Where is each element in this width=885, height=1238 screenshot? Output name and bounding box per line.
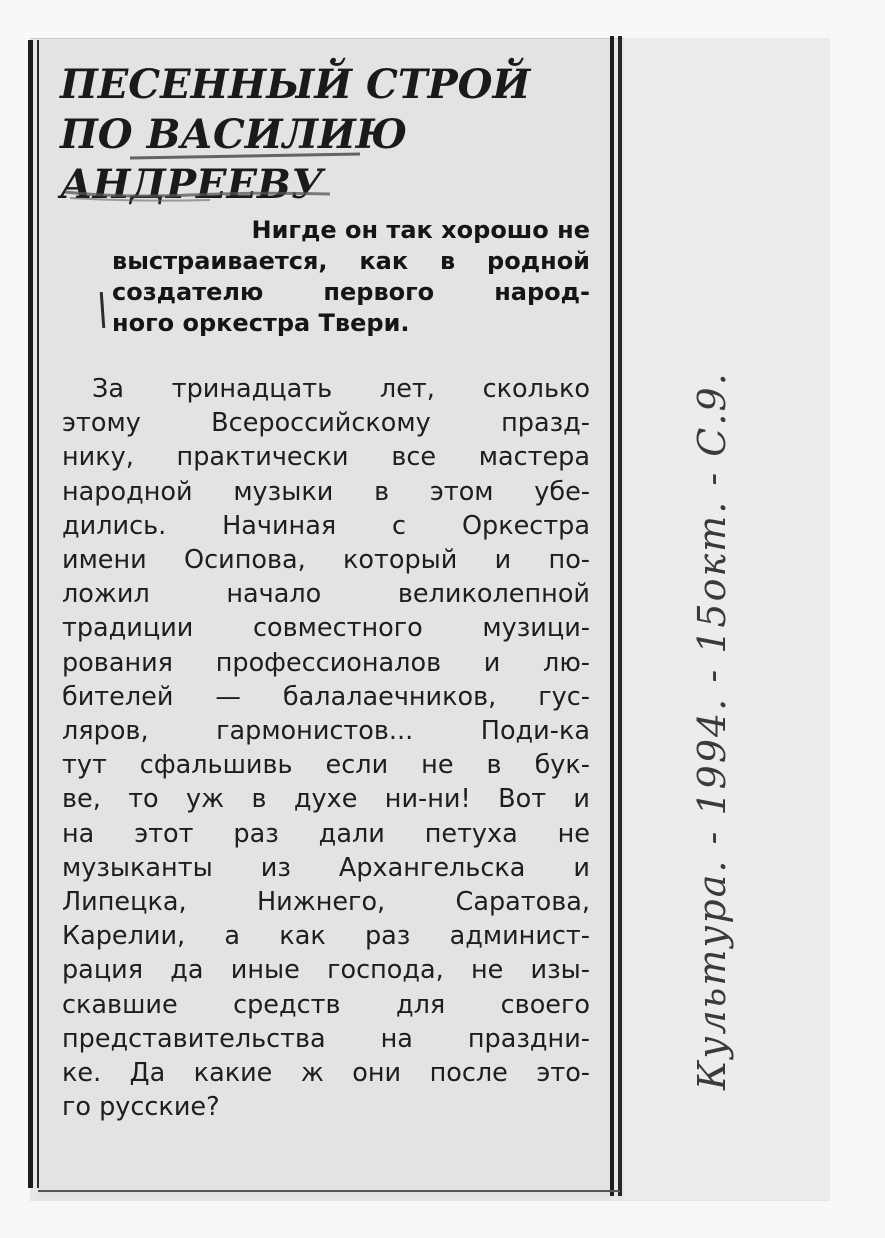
body-line: ке. Да какие ж они после это- <box>62 1058 590 1089</box>
lead-line: создателю первого народ- <box>112 278 590 306</box>
body-line: ляров, гармонистов... Поди-ка <box>62 716 590 747</box>
left-border-rule-thin <box>37 40 39 1188</box>
body-line: рация да иные господа, не изы- <box>62 955 590 986</box>
body-line: скавшие средств для своего <box>62 989 590 1020</box>
body-line: нику, практически все мастера <box>62 442 590 473</box>
body-line: ве, то уж в духе ни-ни! Вот и <box>62 784 590 815</box>
body-line: народной музыки в этом убе- <box>62 476 590 507</box>
body-line: Карелии, а как раз админист- <box>62 921 590 952</box>
body-line: За тринадцать лет, сколько <box>92 374 590 404</box>
lead-line: ного оркестра Твери. <box>112 309 410 337</box>
body-line: ложил начало великолепной <box>62 579 590 610</box>
bottom-border-rule <box>38 1190 620 1192</box>
column-divider-rule <box>610 36 614 1196</box>
left-border-rule <box>28 40 33 1188</box>
headline-line: ПО ВАСИЛИЮ <box>60 111 408 158</box>
handwritten-citation-note: Культура. - 1994. - 15окт. - С.9. <box>690 371 734 1090</box>
body-line: представительства на праздни- <box>62 1023 590 1054</box>
body-line: имени Осипова, который и по- <box>62 545 590 576</box>
article-body <box>62 372 590 1124</box>
body-line: тут сфальшивь если не в бук- <box>62 750 590 781</box>
body-line: на этот раз дали петуха не <box>62 818 590 849</box>
lead-line: Нигде он так хорошо не <box>251 216 590 244</box>
body-line: дились. Начиная с Оркестра <box>62 510 590 541</box>
body-line: традиции совместного музици- <box>62 613 590 644</box>
lead-line: выстраивается, как в родной <box>112 247 590 275</box>
headline-line: ПЕСЕННЫЙ СТРОЙ <box>60 61 531 108</box>
body-line: бителей — балалаечников, гус- <box>62 681 590 712</box>
article-lead <box>112 215 590 339</box>
body-line: рования профессионалов и лю- <box>62 647 590 678</box>
body-line: Липецка, Нижнего, Саратова, <box>62 887 590 918</box>
body-line: этому Всероссийскому празд- <box>62 408 590 439</box>
body-line: го русские? <box>62 1092 220 1123</box>
pencil-underline-marks <box>60 150 360 210</box>
body-line: музыканты из Архангельска и <box>62 852 590 883</box>
column-divider-rule-2 <box>618 36 622 1196</box>
headline-line: АНДРЕЕВУ <box>60 161 324 208</box>
